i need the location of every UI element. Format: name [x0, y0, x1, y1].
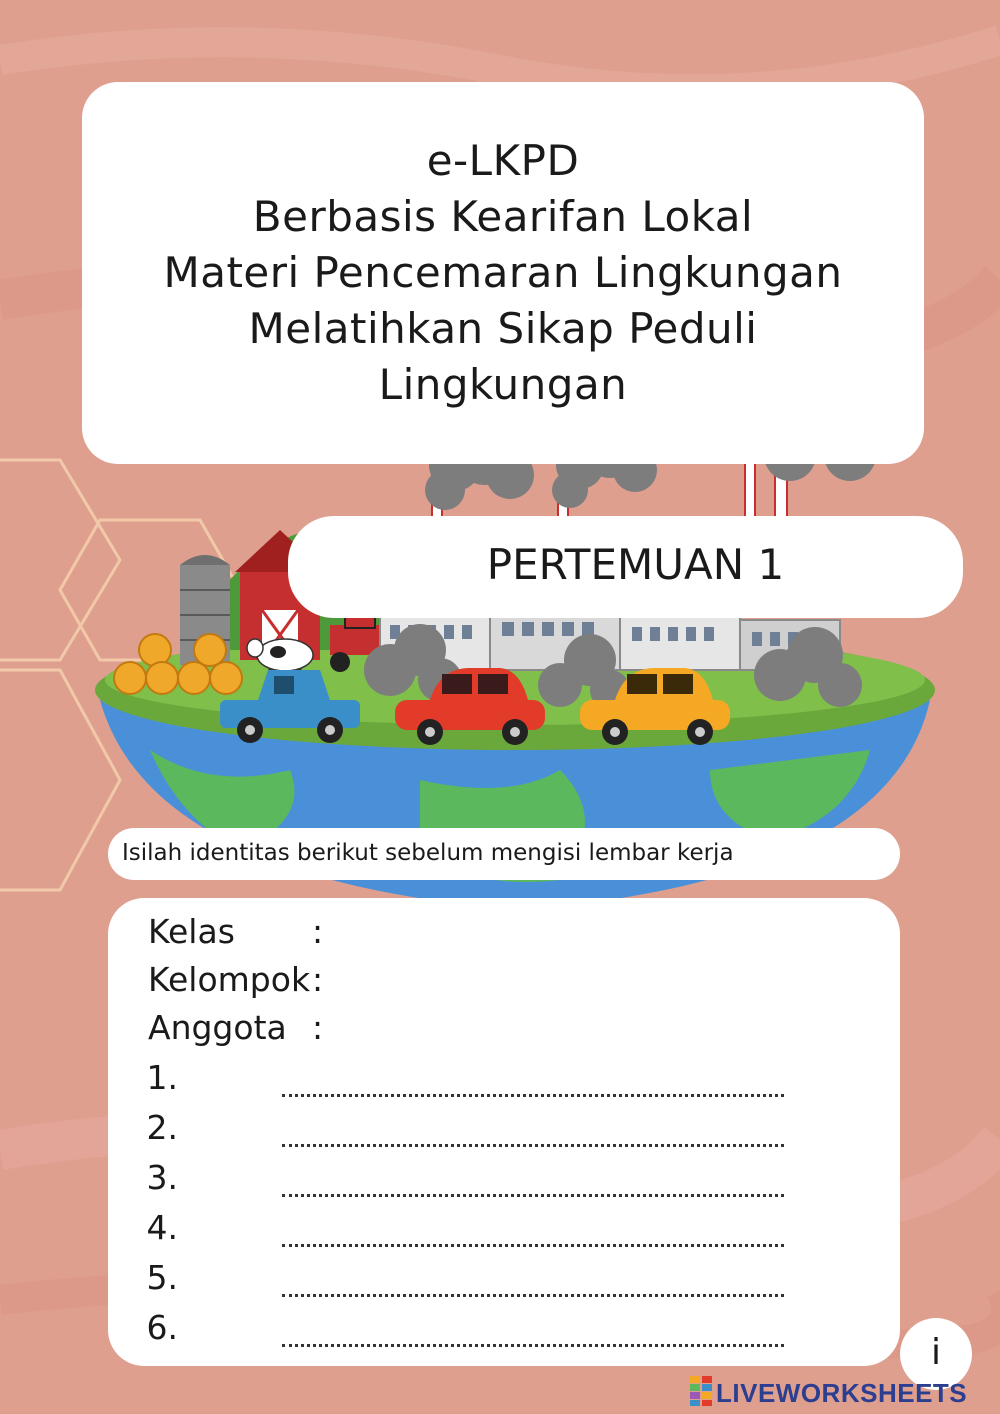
member-number: 3. — [146, 1158, 178, 1197]
member-number: 6. — [146, 1308, 178, 1347]
instruction-card — [108, 828, 900, 880]
class-label: Kelas — [148, 912, 235, 951]
member-number: 5. — [146, 1258, 178, 1297]
brand-name[interactable]: LIVEWORKSHEETS — [716, 1378, 968, 1408]
member-number: 4. — [146, 1208, 178, 1247]
instruction-text: Isilah identitas berikut sebelum mengisi lembar kerja — [122, 840, 734, 866]
member-blank-line — [282, 1194, 784, 1197]
title-line-4: Melatihkan Sikap Peduli — [248, 304, 758, 353]
member-blank-line — [282, 1244, 784, 1247]
title-card — [82, 82, 924, 464]
member-number: 2. — [146, 1108, 178, 1147]
liveworksheets-logo-icon — [690, 1376, 712, 1406]
title-line-5: Lingkungan — [378, 360, 628, 409]
class-colon: : — [312, 912, 324, 951]
title-line-3: Materi Pencemaran Lingkungan — [163, 248, 843, 297]
page-number: i — [930, 1332, 941, 1373]
member-blank-line — [282, 1294, 784, 1297]
member-blank-line — [282, 1094, 784, 1097]
members-colon: : — [312, 1008, 324, 1047]
members-label: Anggota — [148, 1008, 287, 1047]
group-label: Kelompok — [148, 960, 311, 999]
title-line-1: e-LKPD — [426, 136, 580, 185]
member-number: 1. — [146, 1058, 178, 1097]
member-blank-line — [282, 1344, 784, 1347]
identity-form — [108, 898, 900, 1366]
group-colon: : — [312, 960, 324, 999]
meeting-label: PERTEMUAN 1 — [486, 540, 785, 589]
member-blank-line — [282, 1144, 784, 1147]
meeting-card — [288, 516, 963, 618]
title-line-2: Berbasis Kearifan Lokal — [252, 192, 754, 241]
